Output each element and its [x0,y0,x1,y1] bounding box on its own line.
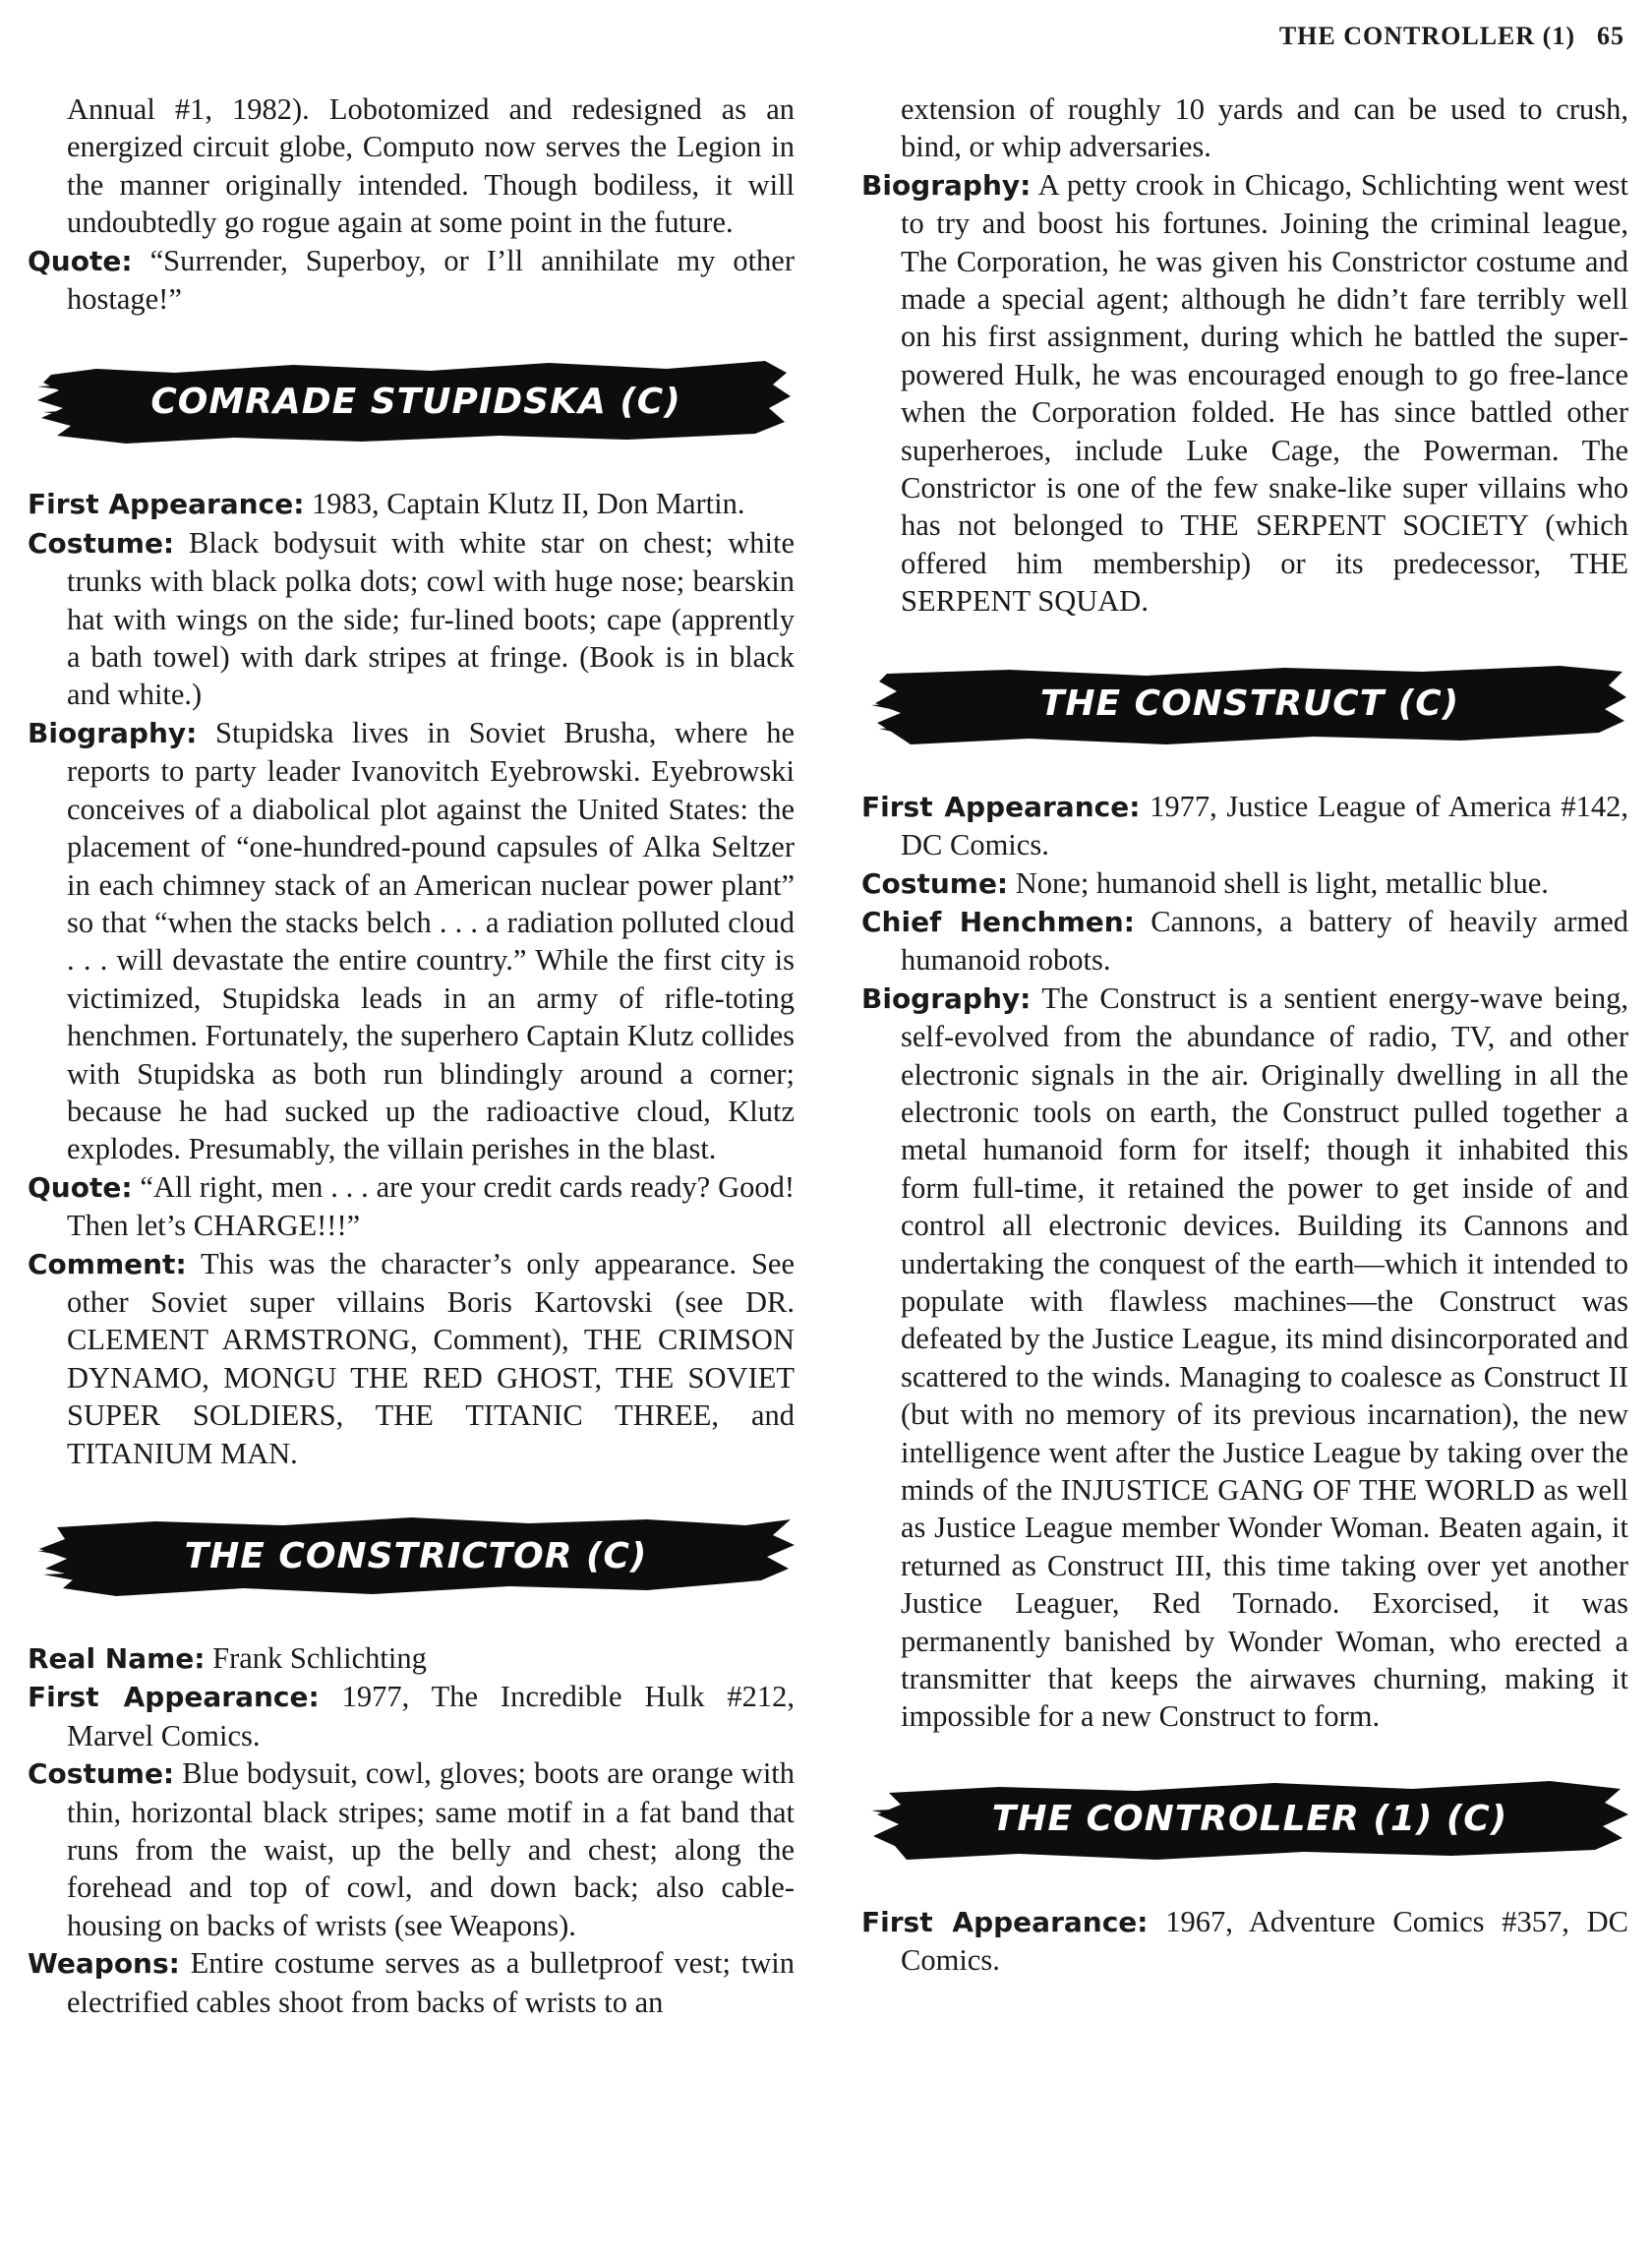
costume: Costume: Black bodysuit with white star on chest; white trunks with black polka dots; cowl with huge nose; bearskin hat with wings on the side; fur-lined boots; cape (apprently a bath towel) with dark stripes at fringe. (Book is in black and white.) [28,525,795,712]
first-appearance: First Appearance: 1967, Adventure Comics #357, DC Comics. [861,1904,1628,1978]
first-appearance: First Appearance: 1977, The Incredible Hulk #212, Marvel Comics. [28,1680,795,1752]
computo-text: Annual #1, 1982). Lobotomized and redesigned as an energized circuit globe, Computo now serves the Legion in the manner originally intended. Though bodiless, it will undoubtedly go rogue again at some point in the future. [67,92,795,240]
field-label: First Appearance: [28,1681,320,1714]
banner-the-controller [861,1736,1628,1903]
field-label: Biography: [861,168,1032,202]
chief-henchmen: Chief Henchmen: Cannons, a battery of heavily armed humanoid robots. [861,904,1629,978]
weapons: Weapons: Entire costume serves as a bulletproof vest; twin electrified cables shoot from backs of wrists to an [28,1946,795,2019]
first-appearance: First Appearance: 1983, Captain Klutz II, Don Martin. [28,487,745,521]
left-column [28,90,795,2021]
right-column [861,90,1628,1980]
page-number: 65 [1597,22,1624,50]
running-head [1279,22,1624,51]
section-title: COMRADE STUPIDSKA (C) [150,381,681,422]
computo-quote: Quote: “Surrender, Superboy, or I’ll annihilate my other hostage!” [28,243,796,317]
section-title: THE CONSTRICTOR (C) [184,1535,648,1576]
field-label: First Appearance: [861,790,1141,823]
banner-the-construct [861,621,1628,788]
entry-comrade-stupidska [28,485,795,1472]
banner-the-constrictor [28,1472,795,1639]
section-title: THE CONTROLLER (1) (C) [991,1799,1508,1840]
entry-computo-continued [28,90,795,318]
real-name: Real Name: Frank Schlichting [28,1641,427,1675]
field-label: Costume: [28,526,175,560]
running-head-title: THE CONTROLLER (1) [1278,22,1575,50]
field-label: Chief Henchmen: [861,905,1135,938]
field-label: Costume: [28,1757,175,1791]
entry-the-constrictor [28,1639,795,2021]
field-label: Quote: [28,1170,133,1204]
entry-constrictor-continued [861,90,1628,621]
weapons-continued: extension of roughly 10 yards and can be used to crush, bind, or whip adversaries. [901,92,1628,164]
biography: Biography: The Construct is a sentient energy-wave being, self-evolved from the abundance of radio, TV, and other electronic signals in the air. Originally dwelling in all the electronic tools on earth, the Construct pulled together a metal humanoid form for itself; though it inhabited this form full-time, it retained the power to get inside of and control all electronic devices. Building its Cannons and undertaking the conquest of the earth—which it intended to populate with flawless machines—the Construct was defeated by the Justice League, its mind disincorporated and scattered to the winds. Managing to coalesce as Construct II (but with no memory of its previous incarnation), the new intelligence went after the Justice League by taking over the minds of the INJUSTICE GANG OF THE WORLD as well as Justice League member Wonder Woman. Beaten again, it returned as Construct III, this time taking over yet another Justice Leaguer, Red Tornado. Exorcised, it was permanently banished by Wonder Woman, who erected a transmitter that keeps the airwaves churning, making it impossible for a new Construct to form. [861,980,1629,1734]
field-label: Biography: [28,716,198,749]
entry-the-controller [861,1903,1628,1980]
biography: Biography: A petty crook in Chicago, Schlichting went west to try and boost his fortunes. Joining the criminal league, The Corporation, he was given his Constrictor costume and made a special agent; although he didn’t fare terribly well on his first assignment, during which he battled the super-powered Hulk, he was encouraged enough to go free-lance when the Corporation folded. He has since battled other superheroes, include Luke Cage, the Powerman. The Constrictor is one of the few snake-like super villains who has not belonged to THE SERPENT SOCIETY (which offered him membership) or its predecessor, THE SERPENT SQUAD. [861,167,1628,619]
field-label: First Appearance: [28,488,305,521]
field-label: Costume: [861,866,1009,900]
field-label: Biography: [861,981,1032,1015]
field-label: Quote: [28,244,133,277]
first-appearance: First Appearance: 1977, Justice League of America #142, DC Comics. [861,789,1628,862]
entry-the-construct [861,788,1628,1736]
field-label: Comment: [28,1247,187,1280]
costume: Costume: Blue bodysuit, cowl, gloves; boots are orange with thin, horizontal black stripes; same motif in a fat band that runs from the waist, up the belly and chest; along the forehead and top of cowl, and down back; also cable-housing on backs of wrists (see Weapons). [28,1756,796,1942]
section-title: THE CONSTRUCT (C) [1039,683,1460,725]
field-label: Weapons: [28,1947,180,1981]
banner-comrade-stupidska [28,318,795,485]
comment: Comment: This was the character’s only appearance. See other Soviet super villains Boris Kartovski (see DR. CLEMENT ARMSTRONG, Comment), THE CRIMSON DYNAMO, MONGU THE RED GHOST, THE SOVIET SUPER SOLDIERS, THE TITANIC THREE, and TITANIUM MAN. [28,1246,796,1470]
biography: Biography: Stupidska lives in Soviet Brusha, where he reports to party leader Ivanovitch Eyebrowski. Eyebrowski conceives of a diabolical plot against the United States: the placement of “one-hundred-pound capsules of Alka Seltzer in each chimney stack of an American nuclear power plant” so that “when the stacks belch . . . a radiation polluted cloud . . . will devastate the entire country.” While the first city is victimized, Stupidska leads in an army of rifle-toting henchmen. Fortunately, the superhero Captain Klutz collides with Stupidska as both run blindingly around a corner; because he had sucked up the radioactive cloud, Klutz explodes. Presumably, the villain perishes in the blast. [28,715,796,1166]
costume: Costume: None; humanoid shell is light, metallic blue. [861,865,1549,900]
field-label: First Appearance: [861,1905,1149,1938]
quote: Quote: “All right, men . . . are your credit cards ready? Good! Then let’s CHARGE!!!” [28,1169,796,1243]
field-label: Real Name: [28,1642,206,1675]
